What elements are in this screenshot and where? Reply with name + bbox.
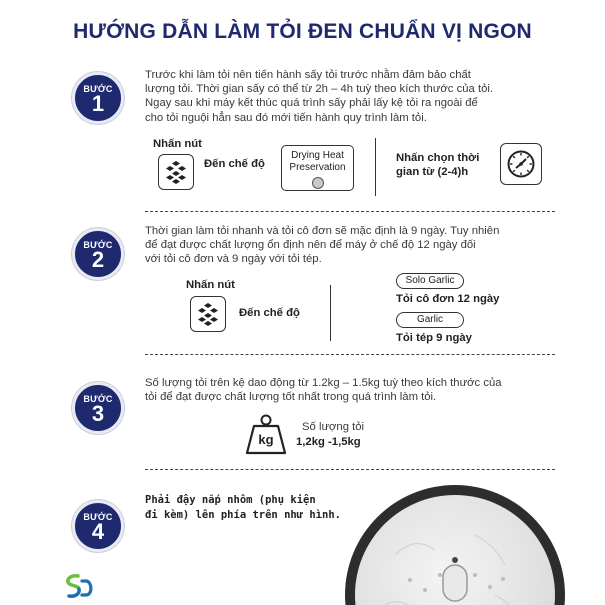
separator [145,211,555,212]
cube-grid-icon [190,296,226,332]
step-2-number: 2 [91,247,105,272]
step-4-text [145,493,341,523]
step-4-badge [72,500,124,552]
step-4-number: 4 [91,519,105,544]
divider [375,138,376,196]
step-1-label: BƯỚC [83,84,113,94]
mode-line-2: Preservation [289,162,346,173]
step-3-number: 3 [91,401,105,426]
cube-grid-icon [158,154,194,190]
divider [330,285,331,341]
page-title: HƯỚNG DẪN LÀM TỎI ĐEN CHUẨN VỊ NGON [73,20,532,43]
separator [145,469,555,470]
step-2-text [145,224,575,267]
step-2-to-mode: Đến chế độ [239,307,300,319]
mode-indicator-icon [312,177,324,189]
step-4-line: Phải đậy nắp nhôm (phụ kiện [145,494,316,506]
mode-line-1: Drying Heat [291,150,344,161]
brand-logo [64,573,94,601]
clock-icon [500,143,542,185]
step-1-line: cho tỏi nguội hẳn sau đó mới tiến hành quy trình làm tỏi. [145,111,427,124]
step-2-press-label: Nhấn nút [186,279,235,291]
step-1-line: lượng tỏi. Thời gian sấy có thể từ 2h – 4h tuỳ theo kích thước của tỏi. [145,83,494,96]
step-1-line: Trước khi làm tỏi nên tiến hành sấy tỏi trước nhằm đảm bảo chất [145,69,471,81]
lid-surface [355,495,555,605]
step-4-label: BƯỚC [83,512,113,522]
step-1-to-mode: Đến chế độ [204,158,265,170]
step-3-line: tỏi để đạt được chất lượng tốt nhất trong quá trình làm tỏi. [145,391,437,404]
solo-garlic-text: Tỏi cô đơn 12 ngày [396,293,500,305]
step-1-number: 1 [91,91,105,116]
drying-mode-box [281,145,354,191]
time-line-2: gian từ (2-4)h [396,166,469,178]
step-2-label: BƯỚC [83,240,113,250]
step-3-text [145,376,575,404]
step-1-text [145,68,575,125]
step-1-time-text [396,151,479,179]
time-line-1: Nhấn chọn thời [396,152,480,164]
solo-garlic-pill: Solo Garlic [396,273,464,289]
step-1-badge [72,72,124,124]
lid-image [345,485,565,605]
step-2-line: với tỏi cô đơn và 9 ngày với tỏi tép. [145,253,322,266]
separator [145,354,555,355]
step-1-press-label: Nhấn nút [153,138,202,150]
step-2-line: để đạt được chất lượng ổn định nên để máy ở chế độ 12 ngày đối [145,239,476,252]
step-4-line: đi kèm) lên phía trên như hình. [145,509,341,521]
step-2-badge [72,228,124,280]
weight-icon-text: kg [258,432,274,447]
step-2-line: Thời gian làm tỏi nhanh và tỏi cô đơn sẽ mặc định là 9 ngày. Tuy nhiên [145,225,500,237]
garlic-pill: Garlic [396,312,464,328]
step-3-line: Số lượng tỏi trên kệ dao động từ 1.2kg – 1.5kg tuỳ theo kích thước của [145,377,502,389]
step-1-line: Ngay sau khi máy kết thúc quá trình sấy phải lấy kệ tỏi ra ngoài để [145,97,478,110]
weight-icon [244,413,288,455]
qty-value: 1,2kg -1,5kg [296,436,361,448]
garlic-text: Tỏi tép 9 ngày [396,332,472,344]
step-3-label: BƯỚC [83,394,113,404]
step-3-badge [72,382,124,434]
qty-label: Số lượng tỏi [302,421,365,433]
lid-pattern [355,495,555,605]
